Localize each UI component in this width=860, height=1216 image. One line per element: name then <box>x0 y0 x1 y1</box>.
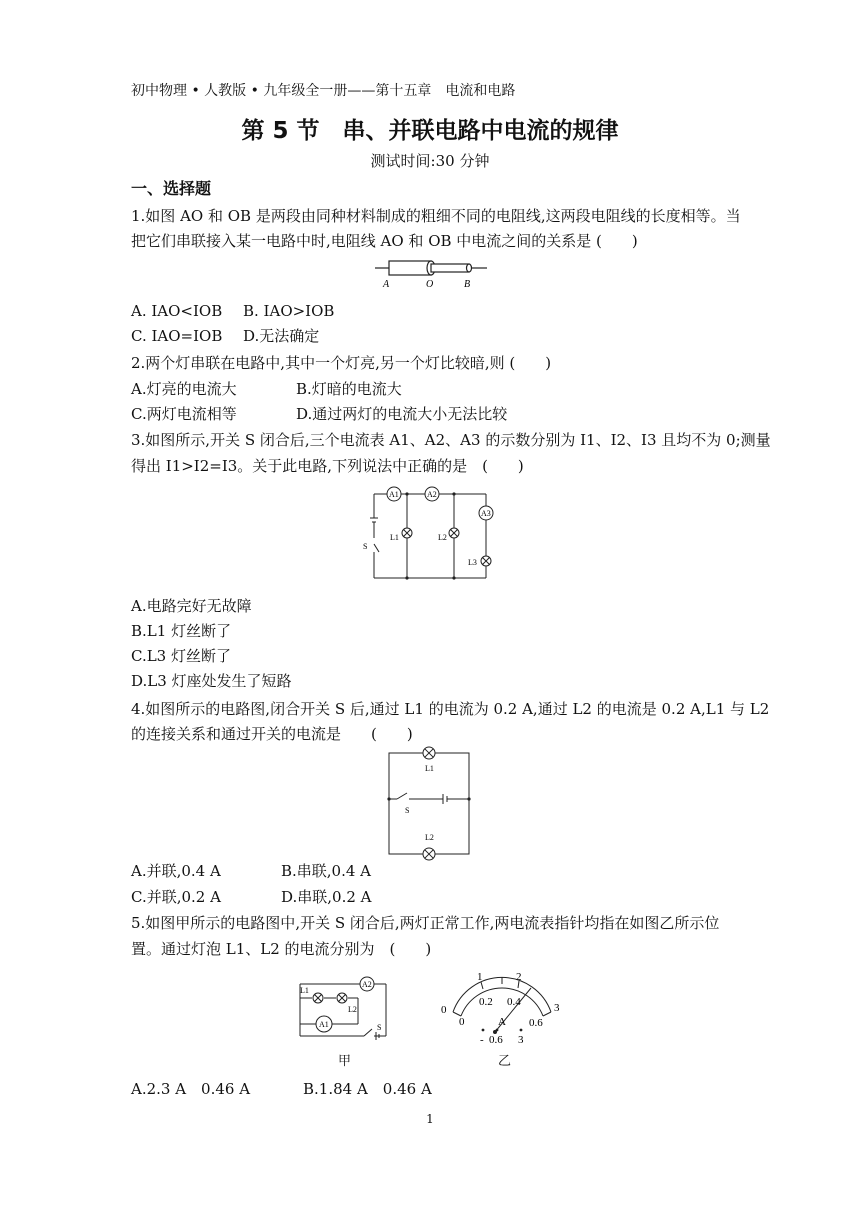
page-number: 1 <box>426 1112 434 1126</box>
q3-option-d: D.L3 灯座处发生了短路 <box>131 672 292 690</box>
section-heading: 一、选择题 <box>131 179 212 198</box>
q1-label-o: O <box>426 279 434 290</box>
q3-stem-line1: 3.如图所示,开关 S 闭合后,三个电流表 A1、A2、A3 的示数分别为 I1、I2、I3 且均不为 0;测量 <box>131 431 771 449</box>
q5b-scale-3a-0: 0 <box>441 1004 447 1016</box>
q5a-lamp-l1: L1 <box>300 986 309 995</box>
q5b-scale-3a-3: 3 <box>554 1002 560 1014</box>
q1-stem-line2: 把它们串联接入某一电路中时,电阻线 AO 和 OB 中电流之间的关系是 ( ) <box>131 232 638 250</box>
q1-option-b: B. IAO>IOB <box>243 302 335 320</box>
q2-stem: 2.两个灯串联在电路中,其中一个灯亮,另一个灯比较暗,则 ( ) <box>131 354 552 372</box>
q5b-scale-06a-02: 0.2 <box>479 996 493 1008</box>
q2-option-d: D.通过两灯的电流大小无法比较 <box>296 405 508 423</box>
q5-stem-line2: 置。通过灯泡 L1、L2 的电流分别为 ( ) <box>131 940 432 958</box>
q4-option-b: B.串联,0.4 A <box>281 862 372 880</box>
q1-option-c: C. IAO=IOB <box>131 327 223 345</box>
q5-option-b: B.1.84 A 0.46 A <box>303 1080 432 1098</box>
q5-ammeter-dial-figure-b <box>435 966 570 1048</box>
q5-stem-line1: 5.如图甲所示的电路图中,开关 S 闭合后,两灯正常工作,两电流表指针均指在如图乙所示位 <box>131 914 720 932</box>
q5b-terminal-06: 0.6 <box>489 1034 503 1046</box>
q1-option-a: A. IAO<IOB <box>131 302 223 320</box>
q3-option-c: C.L3 灯丝断了 <box>131 647 231 665</box>
q5a-ammeter-a2: A2 <box>362 980 372 989</box>
q5-option-a: A.2.3 A 0.46 A <box>131 1080 251 1098</box>
q3-option-b: B.L1 灯丝断了 <box>131 622 232 640</box>
q3-lamp-l1: L1 <box>390 533 399 542</box>
q5b-scale-3a-2: 2 <box>516 971 522 983</box>
q5a-switch-s: S <box>377 1023 382 1032</box>
q2-option-c: C.两灯电流相等 <box>131 405 237 423</box>
q5b-scale-06a-06: 0.6 <box>529 1017 543 1029</box>
page-title: 第 5 节 串、并联电路中电流的规律 <box>241 118 619 144</box>
q3-option-a: A.电路完好无故障 <box>131 597 252 615</box>
q5b-terminal-3: 3 <box>518 1034 524 1046</box>
q1-label-b: B <box>464 279 471 290</box>
q5b-unit-a: A <box>498 1016 506 1028</box>
q4-stem-line1: 4.如图所示的电路图,闭合开关 S 后,通过 L1 的电流为 0.2 A,通过 L2 的电流是 0.2 A,L1 与 L2 <box>131 700 770 718</box>
header: 初中物理 • 人教版 • 九年级全一册——第十五章 电流和电路 <box>131 83 516 99</box>
q5b-scale-3a-1: 1 <box>477 971 483 983</box>
q5b-scale-06a-04: 0.4 <box>507 996 521 1008</box>
q5-figure-b-caption: 乙 <box>498 1054 512 1069</box>
q5-circuit-figure-a <box>294 968 394 1044</box>
q3-circuit-figure <box>362 482 497 582</box>
q4-stem-line2: 的连接关系和通过开关的电流是 ( ) <box>131 725 413 743</box>
q1-label-a: A <box>383 279 390 290</box>
q5a-lamp-l2: L2 <box>348 1005 357 1014</box>
q5a-ammeter-a1: A1 <box>319 1020 329 1029</box>
subtitle: 测试时间:30 分钟 <box>370 152 490 170</box>
q3-ammeter-a1: A1 <box>389 490 399 499</box>
q4-switch-s: S <box>405 806 410 815</box>
q5b-scale-06a-0: 0 <box>459 1016 465 1028</box>
q3-ammeter-a3: A3 <box>481 509 491 518</box>
q3-ammeter-a2: A2 <box>427 490 437 499</box>
q4-circuit-figure <box>383 745 475 861</box>
q3-lamp-l3: L3 <box>468 558 477 567</box>
q4-lamp-l1: L1 <box>425 764 434 773</box>
q1-wire-figure <box>375 258 490 290</box>
q1-option-d: D.无法确定 <box>243 327 320 345</box>
q2-option-a: A.灯亮的电流大 <box>131 380 237 398</box>
q4-option-c: C.并联,0.2 A <box>131 888 221 906</box>
q4-option-d: D.串联,0.2 A <box>281 888 372 906</box>
q3-stem-line2: 得出 I1>I2=I3。关于此电路,下列说法中正确的是 ( ) <box>131 457 524 475</box>
q5b-terminal-minus: - <box>480 1034 484 1046</box>
q3-switch-s: S <box>363 542 368 551</box>
q2-option-b: B.灯暗的电流大 <box>296 380 402 398</box>
q1-stem-line1: 1.如图 AO 和 OB 是两段由同种材料制成的粗细不同的电阻线,这两段电阻线的长度相等。当 <box>131 207 741 225</box>
q5-figure-a-caption: 甲 <box>338 1054 352 1069</box>
q4-lamp-l2: L2 <box>425 833 434 842</box>
q3-lamp-l2: L2 <box>438 533 447 542</box>
q4-option-a: A.并联,0.4 A <box>131 862 221 880</box>
